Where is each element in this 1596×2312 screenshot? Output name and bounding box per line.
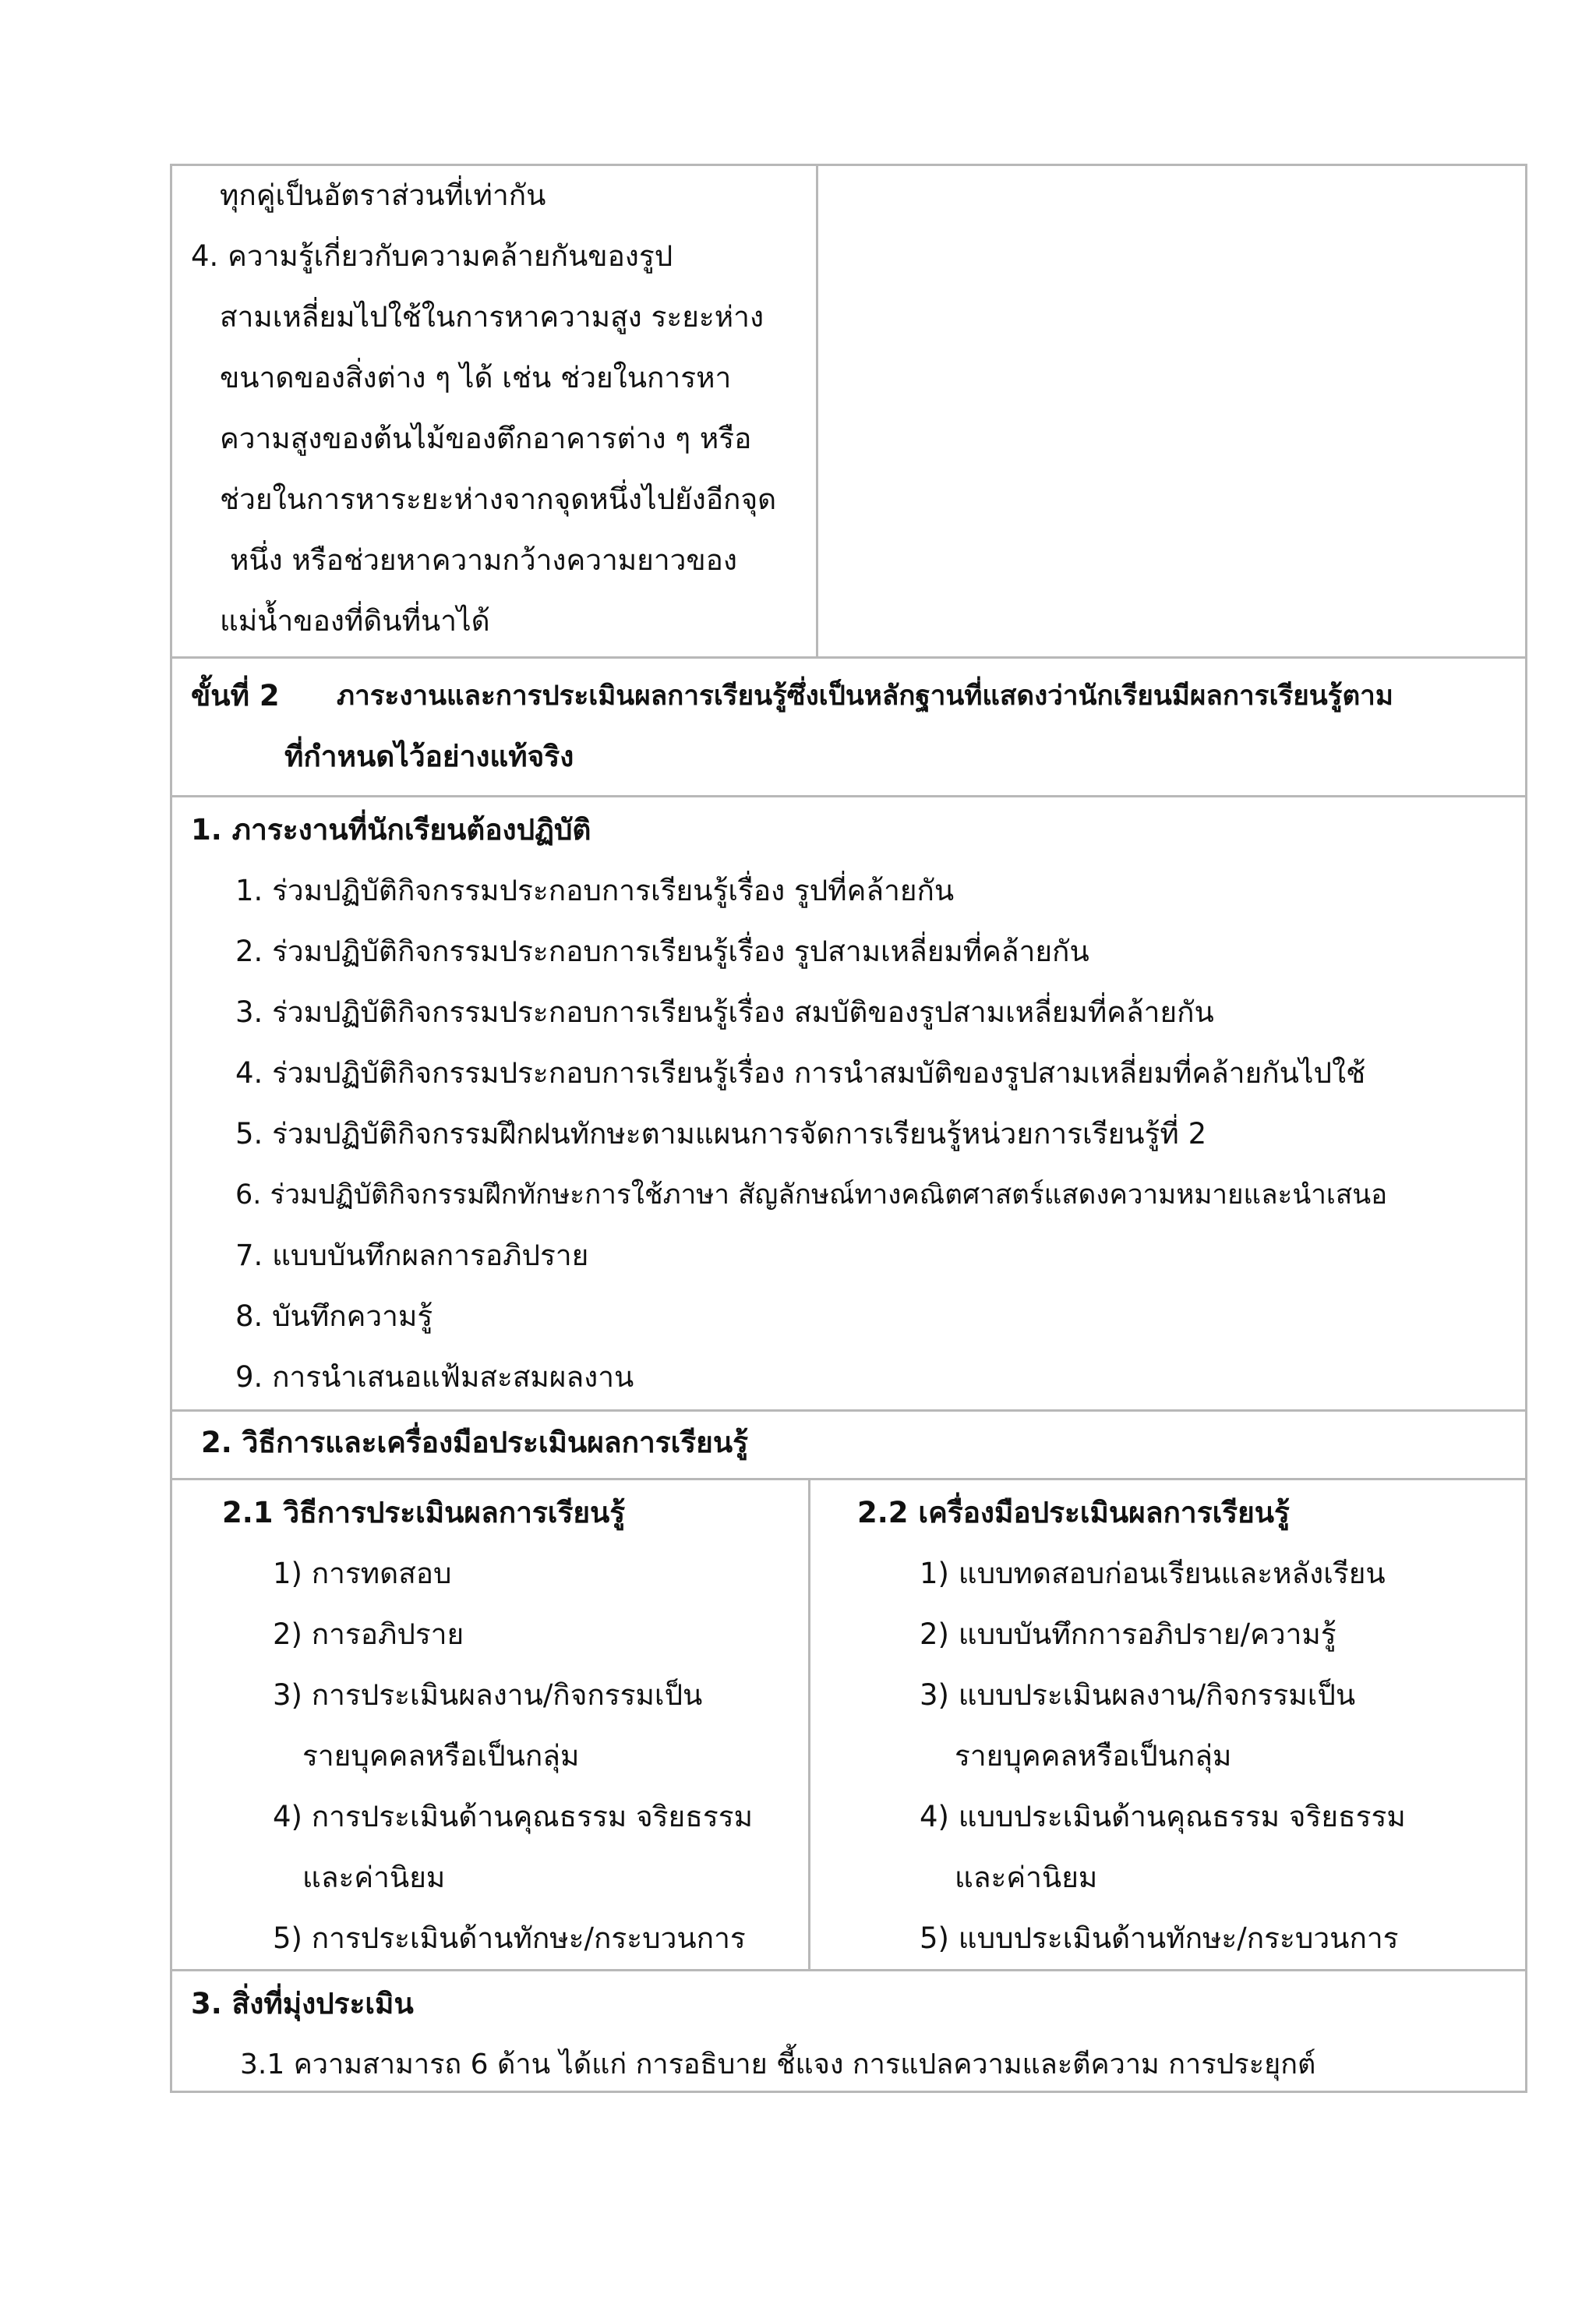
list-item: 4) การประเมินด้านคุณธรรม จริยธรรม xyxy=(273,1800,753,1833)
list-item: รายบุคคลหรือเป็นกลุ่ม xyxy=(955,1739,1232,1773)
step2-title-line1: ภาระงานและการประเมินผลการเรียนรู้ซึ่งเป็นหลักฐานที่แสดงว่านักเรียนมีผลการเรียนรู้ตาม xyxy=(337,681,1393,712)
top-column-divider xyxy=(816,164,818,658)
list-item: 1. ร่วมปฏิบัติกิจกรรมประกอบการเรียนรู้เรื่อง รูปที่คล้ายกัน xyxy=(235,874,955,907)
methods-left-heading: 2.1 วิธีการประเมินผลการเรียนรู้ xyxy=(222,1496,626,1529)
list-item: 4. ร่วมปฏิบัติกิจกรรมประกอบการเรียนรู้เรื่อง การนำสมบัติของรูปสามเหลี่ยมที่คล้ายกันไปใช้ xyxy=(235,1056,1366,1090)
targets-heading: 3. สิ่งที่มุ่งประเมิน xyxy=(191,1987,414,2020)
list-item: 5. ร่วมปฏิบัติกิจกรรมฝึกฝนทักษะตามแผนการจัดการเรียนรู้หน่วยการเรียนรู้ที่ 2 xyxy=(235,1117,1207,1151)
tasks-heading: 1. ภาระงานที่นักเรียนต้องปฏิบัติ xyxy=(191,813,591,847)
list-item: 9. การนำเสนอแฟ้มสะสมผลงาน xyxy=(235,1360,634,1394)
row-divider-methods-sub xyxy=(170,1478,1527,1480)
list-item: และค่านิยม xyxy=(302,1861,446,1894)
row-divider-step2 xyxy=(170,656,1527,659)
text-line: ช่วยในการหาระยะห่างจากจุดหนึ่งไปยังอีกจุด xyxy=(220,483,777,516)
list-item: 3) การประเมินผลงาน/กิจกรรมเป็น xyxy=(273,1678,703,1712)
list-item: 2. ร่วมปฏิบัติกิจกรรมประกอบการเรียนรู้เรื่อง รูปสามเหลี่ยมที่คล้ายกัน xyxy=(235,935,1089,968)
row-divider-methods xyxy=(170,1409,1527,1412)
methods-column-divider xyxy=(808,1478,810,1971)
text-line: หนึ่ง หรือช่วยหาความกว้างความยาวของ xyxy=(230,543,737,577)
list-item: 2) แบบบันทึกการอภิปราย/ความรู้ xyxy=(920,1617,1336,1651)
list-item: 1) แบบทดสอบก่อนเรียนและหลังเรียน xyxy=(920,1557,1386,1590)
list-item: 1) การทดสอบ xyxy=(273,1557,452,1590)
row-divider-tasks xyxy=(170,795,1527,797)
list-item: 7. แบบบันทึกผลการอภิปราย xyxy=(235,1239,589,1272)
list-item: 4) แบบประเมินด้านคุณธรรม จริยธรรม xyxy=(920,1800,1406,1833)
row-divider-targets xyxy=(170,1969,1527,1971)
targets-line: 3.1 ความสามารถ 6 ด้าน ได้แก่ การอธิบาย ชี้แจง การแปลความและตีความ การประยุกต์ xyxy=(240,2049,1316,2080)
list-item: 3. ร่วมปฏิบัติกิจกรรมประกอบการเรียนรู้เรื่อง สมบัติของรูปสามเหลี่ยมที่คล้ายกัน xyxy=(235,995,1214,1029)
list-item: 3) แบบประเมินผลงาน/กิจกรรมเป็น xyxy=(920,1678,1356,1712)
list-item: 2) การอภิปราย xyxy=(273,1617,464,1651)
list-item: รายบุคคลหรือเป็นกลุ่ม xyxy=(302,1739,580,1773)
text-line: ความสูงของต้นไม้ของตึกอาคารต่าง ๆ หรือ xyxy=(220,422,752,455)
list-item: และค่านิยม xyxy=(955,1861,1098,1894)
list-item: 8. บันทึกความรู้ xyxy=(235,1299,433,1333)
text-line: สามเหลี่ยมไปใช้ในการหาความสูง ระยะห่าง xyxy=(220,300,764,334)
text-line: ทุกคู่เป็นอัตราส่วนที่เท่ากัน xyxy=(220,179,546,212)
list-item: 5) แบบประเมินด้านทักษะ/กระบวนการ xyxy=(920,1921,1399,1955)
text-line: ขนาดของสิ่งต่าง ๆ ได้ เช่น ช่วยในการหา xyxy=(220,361,732,394)
list-item: 6. ร่วมปฏิบัติกิจกรรมฝึกทักษะการใช้ภาษา สัญลักษณ์ทางคณิตศาสตร์แสดงความหมายและนำเสนอ xyxy=(235,1179,1388,1211)
list-item: 5) การประเมินด้านทักษะ/กระบวนการ xyxy=(273,1921,746,1955)
text-line: แม่น้ำของที่ดินที่นาได้ xyxy=(220,604,490,638)
text-line: 4. ความรู้เกี่ยวกับความคล้ายกันของรูป xyxy=(191,239,673,273)
methods-heading: 2. วิธีการและเครื่องมือประเมินผลการเรียนรู้ xyxy=(201,1426,748,1459)
step2-title-line2: ที่กำหนดไว้อย่างแท้จริง xyxy=(284,740,574,773)
methods-right-heading: 2.2 เครื่องมือประเมินผลการเรียนรู้ xyxy=(857,1496,1290,1529)
step2-prefix: ขั้นที่ 2 xyxy=(191,679,280,712)
